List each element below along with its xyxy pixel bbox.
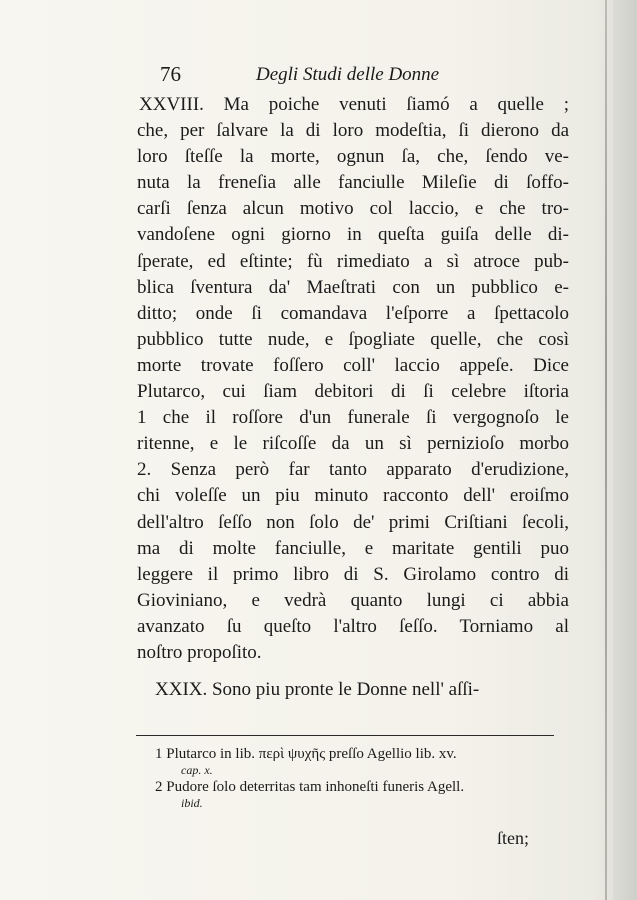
text-line: loro ſteſſe la morte, ognun ſa, che, ſendo ve- bbox=[137, 146, 569, 168]
text-line: 1 che il roſſore d'un funerale ſi vergognoſo le bbox=[137, 407, 569, 429]
text-line: ſperate, ed eſtinte; fù rimediato a sì atroce pub- bbox=[137, 250, 569, 272]
text-line: Gioviniano, e vedrà quanto lungi ci abbia bbox=[137, 589, 569, 611]
text-line: pubblico tutte nude, e ſpogliate quelle, che così bbox=[137, 328, 569, 350]
text-line: ritenne, e le riſcoſſe da un sì pernizioſo morbo bbox=[137, 433, 569, 455]
text-line: Plutarco, cui ſiam debitori di ſi celebre iſtoria bbox=[137, 381, 569, 403]
text-line: 2. Senza però far tanto apparato d'erudizione, bbox=[137, 459, 569, 481]
footnote-continuation: ibid. bbox=[181, 796, 203, 810]
text-line: XXVIII. Ma poiche venuti ſiamó a quelle ; bbox=[139, 94, 569, 115]
footnote-text: 1 Plutarco in lib. περὶ ψυχῆς preſſo Agellio lib. xv. bbox=[155, 746, 457, 762]
text-line: vandoſene ogni giorno in queſta guiſa delle di- bbox=[137, 224, 569, 246]
paragraph-xxix-start: XXIX. Sono piu pronte le Donne nell' aſſi- bbox=[155, 679, 480, 701]
text-line: avanzato ſu queſto l'altro ſeſſo. Torniamo al bbox=[137, 615, 569, 637]
text-line: blica ſventura da' Maeſtrati con un pubblico e- bbox=[137, 276, 569, 298]
text-line: ma di molte fanciulle, e maritate gentili puo bbox=[137, 537, 569, 559]
page-edge-shadow bbox=[613, 0, 637, 900]
footnote-rule bbox=[136, 735, 554, 736]
running-title: Degli Studi delle Donne bbox=[256, 64, 440, 85]
text-line: chi voleſſe un piu minuto racconto dell' eroiſmo bbox=[137, 485, 569, 507]
footnotes bbox=[155, 745, 555, 809]
text-line: noſtro propoſito. bbox=[137, 641, 262, 663]
footnote bbox=[155, 778, 555, 809]
text-line: leggere il primo libro di S. Girolamo contro di bbox=[137, 563, 569, 585]
main-text bbox=[137, 92, 569, 703]
footnote bbox=[155, 745, 555, 776]
text-line: ditto; onde ſi comandava l'eſporre a ſpettacolo bbox=[137, 302, 569, 324]
text-line: che, per ſalvare la di loro modeſtia, ſi dierono da bbox=[137, 120, 569, 142]
text-line: carſi ſenza alcun motivo col laccio, e che tro- bbox=[137, 198, 569, 220]
running-header bbox=[160, 62, 490, 92]
text-line: morte trovate foſſero coll' laccio appeſe. Dice bbox=[137, 354, 569, 376]
catchword: ſten; bbox=[497, 828, 529, 848]
text-line: dell'altro ſeſſo non ſolo de' primi Criſtiani ſecoli, bbox=[137, 511, 569, 533]
footnote-continuation: cap. x. bbox=[181, 763, 213, 777]
page-fold-line bbox=[605, 0, 607, 900]
page-number: 76 bbox=[160, 62, 181, 86]
footnote-text: 2 Pudore ſolo deterritas tam inhoneſti funeris Agell. bbox=[155, 779, 465, 795]
text-line: nuta la freneſia alle fanciulle Mileſie di ſoffo- bbox=[137, 172, 569, 194]
